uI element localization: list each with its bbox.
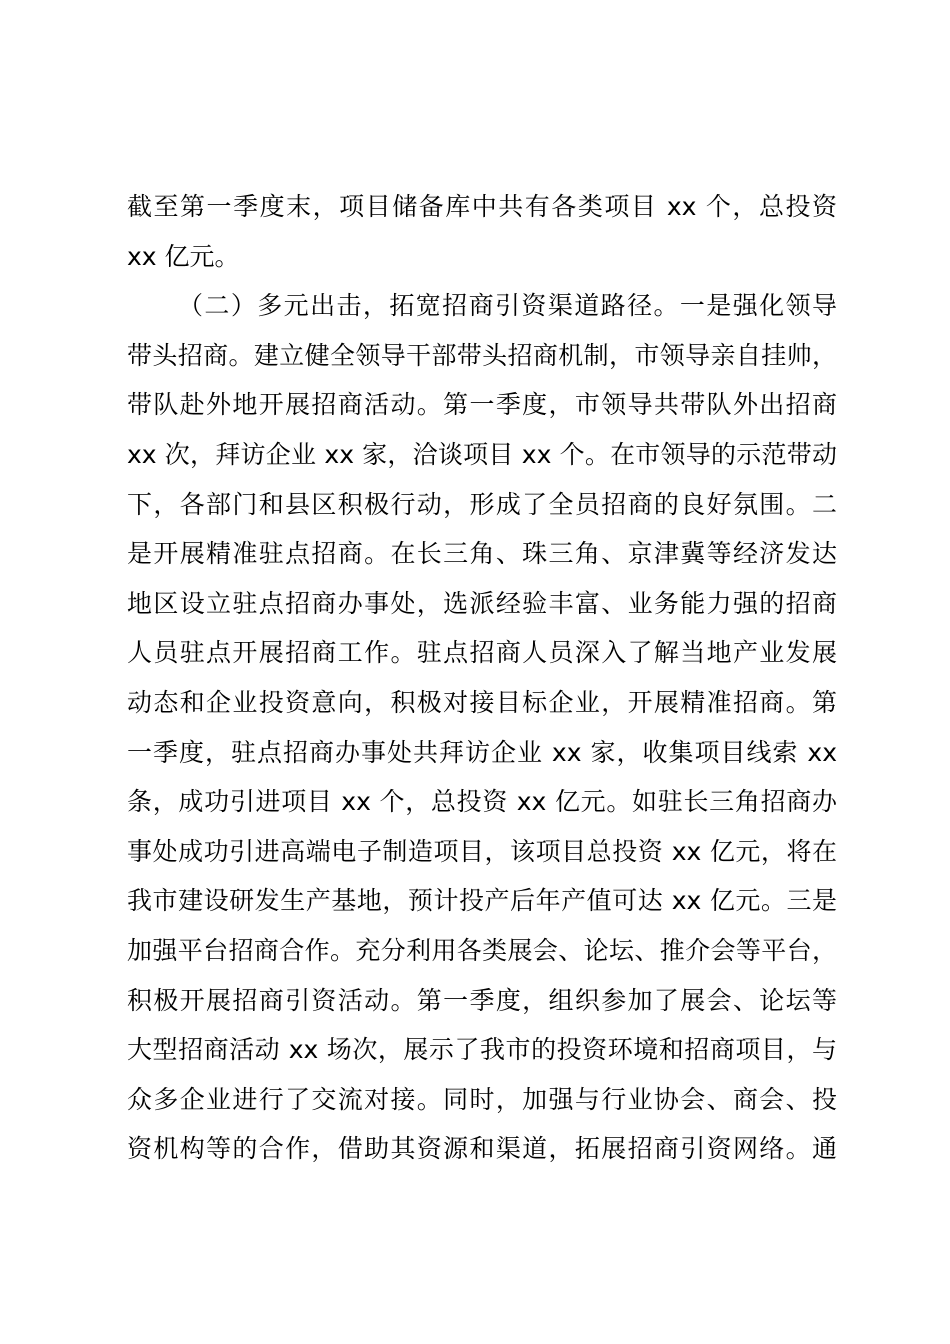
text-line: 事处成功引进高端电子制造项目，该项目总投资 xx 亿元，将在 [127,836,837,866]
text-line: 积极开展招商引资活动。第一季度，组织参加了展会、论坛等 [127,985,837,1015]
text-line: 资机构等的合作，借助其资源和渠道，拓展招商引资网络。通 [127,1134,837,1164]
text-line: 动态和企业投资意向，积极对接目标企业，开展精准招商。第 [127,687,837,717]
text-line: 带头招商。建立健全领导干部带头招商机制，市领导亲自挂帅， [127,340,837,370]
text-line: 是开展精准驻点招商。在长三角、珠三角、京津冀等经济发达 [127,539,837,569]
text-line: 人员驻点开展招商工作。驻点招商人员深入了解当地产业发展 [127,638,837,668]
text-line: 地区设立驻点招商办事处，选派经验丰富、业务能力强的招商 [127,588,837,618]
text-line: 截至第一季度末，项目储备库中共有各类项目 xx 个，总投资 [127,192,837,221]
text-line: xx 亿元。 [127,241,240,271]
text-line: 一季度，驻点招商办事处共拜访企业 xx 家，收集项目线索 xx [127,737,837,767]
text-line: （二）多元出击，拓宽招商引资渠道路径。一是强化领导 [178,291,837,321]
text-line: 带队赴外地开展招商活动。第一季度，市领导共带队外出招商 [127,390,837,420]
text-line: 下，各部门和县区积极行动，形成了全员招商的良好氛围。二 [127,489,837,519]
text-line: 加强平台招商合作。充分利用各类展会、论坛、推介会等平台， [127,935,837,965]
text-line: 我市建设研发生产基地，预计投产后年产值可达 xx 亿元。三是 [127,886,837,916]
text-line: xx 次，拜访企业 xx 家，洽谈项目 xx 个。在市领导的示范带动 [127,439,837,469]
body-text [127,182,837,1174]
text-line: 众多企业进行了交流对接。同时，加强与行业协会、商会、投 [127,1084,837,1114]
text-line: 条，成功引进项目 xx 个，总投资 xx 亿元。如驻长三角招商办 [127,787,837,817]
text-line: 大型招商活动 xx 场次，展示了我市的投资环境和招商项目，与 [127,1035,837,1065]
